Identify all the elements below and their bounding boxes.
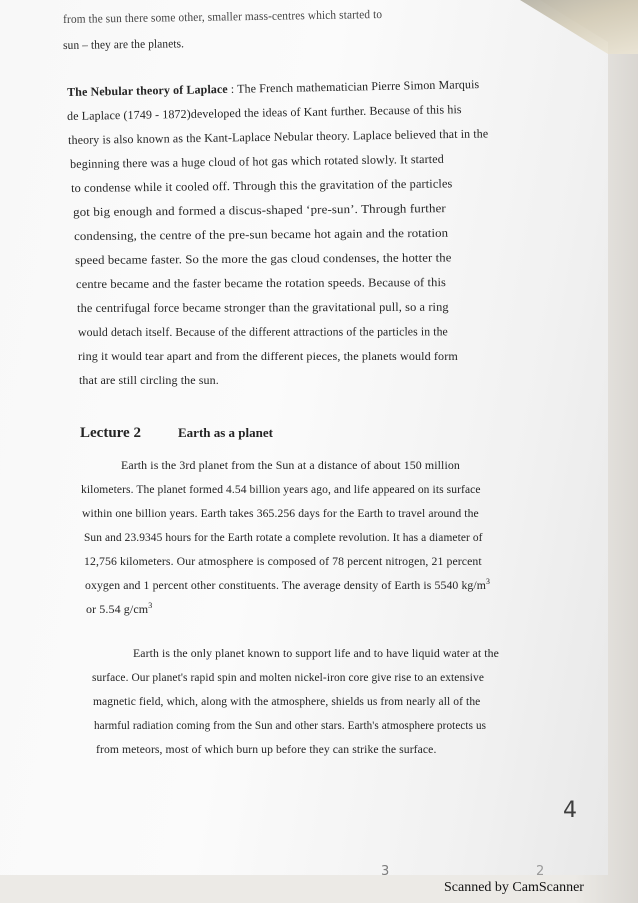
- text-line: ring it would tear apart and from the different pieces, the planets would form: [78, 349, 458, 363]
- text-line: [85, 579, 490, 591]
- text-line: beginning there was a huge cloud of hot gas which rotated slowly. It started: [69, 151, 444, 171]
- text-line: that are still circling the sun.: [79, 373, 219, 387]
- text-segment: : The French mathematician Pierre Simon Marquis: [227, 77, 480, 96]
- text-line: kilometers. The planet formed 4.54 billion years ago, and life appeared on its surface: [81, 482, 481, 496]
- text-line: Sun and 23.9345 hours for the Earth rotate a complete revolution. It has a diameter of: [84, 530, 483, 544]
- text-line: magnetic field, which, along with the atmosphere, shields us from nearly all of the: [93, 694, 481, 708]
- text-line: got big enough and formed a discus-shaped ‘pre-sun’. Through further: [72, 201, 446, 219]
- text-line: Earth is the 3rd planet from the Sun at a distance of about 150 million: [121, 458, 460, 472]
- text-line: the centrifugal force became stronger than the gravitational pull, so a ring: [76, 299, 449, 315]
- text-line: theory is also known as the Kant-Laplace Nebular theory. Laplace believed that in the: [67, 126, 489, 147]
- text-line: to condense while it cooled off. Through this the gravitation of the particles: [70, 176, 453, 195]
- text-line: from the sun there some other, smaller mass-centres which started to: [62, 6, 383, 26]
- scanner-watermark: Scanned by CamScanner: [444, 880, 584, 895]
- superscript: 3: [148, 601, 153, 610]
- text-line: centre became and the faster became the rotation speeds. Because of this: [75, 275, 447, 291]
- text-line: speed became faster. So the more the gas cloud condenses, the hotter the: [74, 250, 452, 267]
- text-line: de Laplace (1749 - 1872)developed the ideas of Kant further. Because of this his: [66, 102, 462, 123]
- section-title: The Nebular theory of Laplace: [66, 81, 228, 99]
- text-line: condensing, the centre of the pre-sun became hot again and the rotation: [73, 225, 449, 243]
- lecture-heading: [80, 425, 273, 442]
- text-segment: or 5.54 g/cm: [86, 602, 149, 616]
- text-line: [86, 603, 152, 615]
- superscript: 3: [486, 577, 491, 586]
- text-segment: oxygen and 1 percent other constituents. The average density of Earth is 5540 kg/m: [85, 578, 487, 592]
- margin-mark: 3: [381, 864, 390, 879]
- text-line: from meteors, most of which burn up before they can strike the surface.: [96, 742, 437, 756]
- margin-mark: 2: [536, 864, 545, 879]
- text-line: within one billion years. Earth takes 365.256 days for the Earth to travel around the: [82, 506, 479, 520]
- text-line: harmful radiation coming from the Sun and other stars. Earth's atmosphere protects us: [94, 718, 487, 732]
- text-line: sun – they are the planets.: [62, 36, 185, 52]
- lecture-number: Lecture 2: [80, 425, 141, 441]
- text-line: surface. Our planet's rapid spin and molten nickel-iron core give rise to an extensive: [92, 670, 485, 684]
- lecture-title: Earth as a planet: [178, 425, 273, 440]
- text-line: would detach itself. Because of the different attractions of the particles in the: [77, 324, 448, 339]
- text-line: 12,756 kilometers. Our atmosphere is composed of 78 percent nitrogen, 21 percent: [84, 554, 482, 568]
- handwritten-page-number: 4: [563, 798, 577, 823]
- text-line: Earth is the only planet known to support life and to have liquid water at the: [133, 646, 499, 660]
